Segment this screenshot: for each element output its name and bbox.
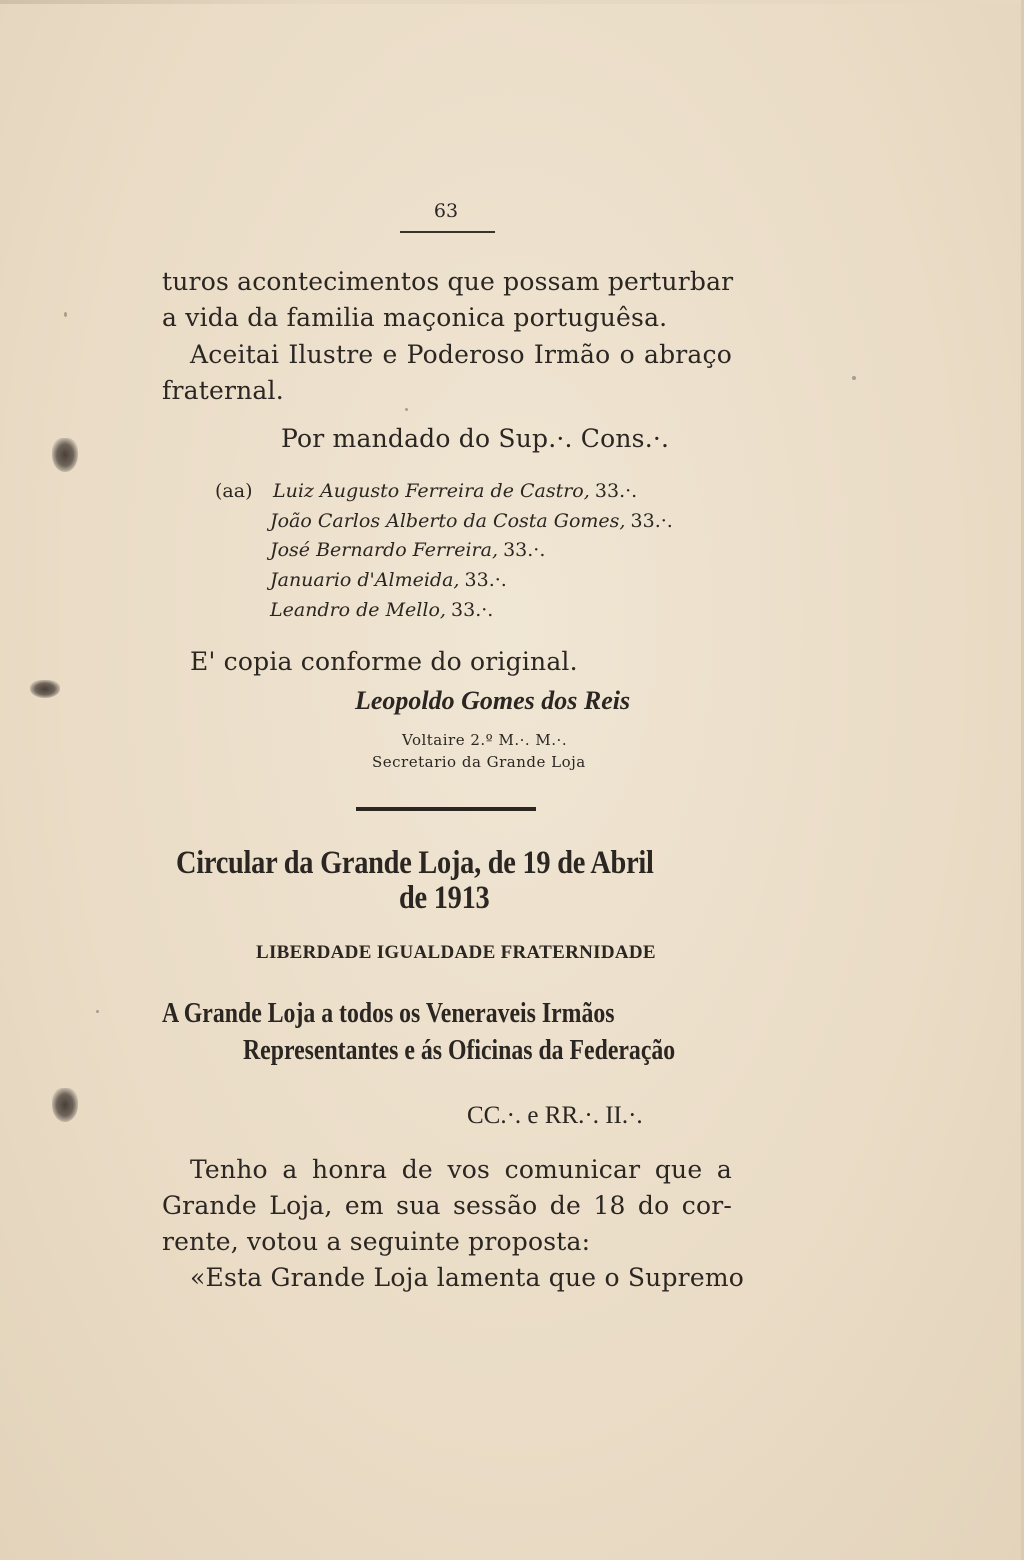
paper-speck (64, 312, 67, 317)
signature-name: Leandro de Mello, (270, 599, 446, 621)
circular-address-line: A Grande Loja a todos os Veneraveis Irmãos (162, 997, 615, 1029)
circular-body-line: Tenho a honra de vos comunicar que a (190, 1155, 732, 1184)
signature-entry (270, 599, 493, 621)
signer-role: Secretario da Grande Loja (372, 753, 586, 771)
signature-entry (270, 539, 545, 561)
page-number-rule (400, 231, 495, 233)
signature-name: José Bernardo Ferreira, (270, 539, 498, 561)
binding-hole-icon (52, 1088, 78, 1122)
paragraph-line: a vida da familia maçonica portuguêsa. (162, 303, 668, 332)
circular-address-line: Representantes e ás Oficinas da Federação (243, 1034, 676, 1066)
circular-motto: LIBERDADE IGUALDADE FRATERNIDADE (256, 942, 656, 963)
circular-title-year: de 1913 (399, 880, 490, 916)
paragraph-line: turos acontecimentos que possam perturbar (162, 267, 734, 296)
signature-name: João Carlos Alberto da Costa Gomes, (270, 510, 626, 532)
signature-degree: 33.·. (594, 480, 638, 502)
signature-entry (270, 569, 507, 591)
signature-degree: 33.·. (630, 510, 673, 532)
signature-entry (270, 510, 673, 532)
page-number: 63 (433, 200, 459, 222)
page-top-edge (0, 0, 1024, 4)
signature-entry (273, 480, 637, 502)
signature-degree: 33.·. (451, 599, 494, 621)
signature-name: Luiz Augusto Ferreira de Castro, (273, 480, 590, 502)
circular-greeting: CC.·. e RR.·. II.·. (467, 1102, 643, 1129)
paper-speck (852, 376, 856, 380)
signature-degree: 33.·. (503, 539, 546, 561)
circular-title: Circular da Grande Loja, de 19 de Abril (176, 845, 654, 881)
binding-hole-icon (30, 680, 60, 698)
binding-hole-icon (52, 438, 78, 472)
signer-name: Leopoldo Gomes dos Reis (355, 686, 631, 715)
signature-name: Januario d'Almeida, (270, 569, 460, 591)
copy-note: E' copia conforme do original. (190, 647, 578, 676)
paper-speck (96, 1010, 99, 1013)
circular-body-line: rente, votou a seguinte proposta: (162, 1227, 591, 1256)
paper-speck (405, 408, 408, 411)
section-divider (356, 807, 536, 811)
signer-title: Voltaire 2.º M.·. M.·. (402, 731, 568, 749)
signature-degree: 33.·. (464, 569, 507, 591)
circular-body-line: Grande Loja, em sua sessão de 18 do cor- (162, 1191, 732, 1220)
paragraph-line: fraternal. (162, 376, 284, 405)
signatures-prefix: (aa) (215, 480, 253, 502)
paragraph-line: Aceitai Ilustre e Poderoso Irmão o abraço (190, 340, 732, 369)
circular-body-line: «Esta Grande Loja lamenta que o Supremo (190, 1263, 744, 1292)
mandate-line: Por mandado do Sup.·. Cons.·. (281, 424, 670, 453)
